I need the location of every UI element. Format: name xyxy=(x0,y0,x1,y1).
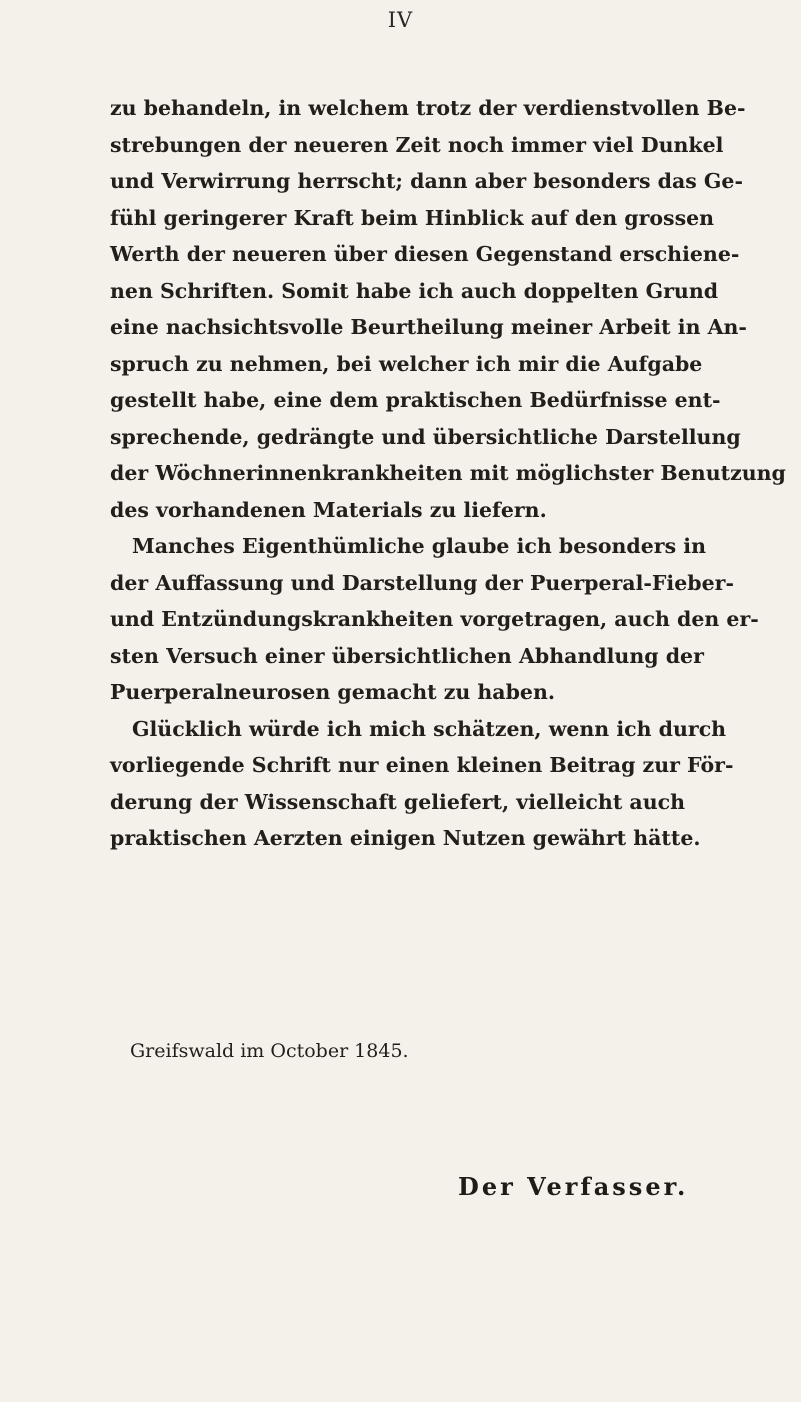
text-line: Glücklich würde ich mich schätzen, wenn ich durch xyxy=(132,716,727,741)
text-line: und Entzündungskrankheiten vorgetragen, auch den er- xyxy=(110,607,759,631)
text-line: derung der Wissenschaft geliefert, vielleicht auch xyxy=(110,789,686,814)
text-line: und Verwirrung herrscht; dann aber besonders das Ge- xyxy=(110,169,743,193)
text-line: sten Versuch einer übersichtlichen Abhandlung der xyxy=(110,643,704,668)
text-line: fühl geringerer Kraft beim Hinblick auf den grossen xyxy=(110,205,715,230)
body-text xyxy=(110,90,786,857)
text-line: sprechende, gedrängte und übersichtliche Darstellung xyxy=(110,424,741,449)
text-line: Puerperalneurosen gemacht zu haben. xyxy=(110,680,555,704)
place-date: Greifswald im October 1845. xyxy=(130,1040,409,1062)
text-line: Manches Eigenthümliche glaube ich besonders in xyxy=(132,534,706,558)
page-number: IV xyxy=(387,8,414,32)
text-line: spruch zu nehmen, bei welcher ich mir die Aufgabe xyxy=(110,351,703,376)
text-line: strebungen der neueren Zeit noch immer viel Dunkel xyxy=(110,132,724,157)
text-line: des vorhandenen Materials zu liefern. xyxy=(110,497,547,522)
text-line: nen Schriften. Somit habe ich auch doppelten Grund xyxy=(110,278,719,303)
text-line: Werth der neueren über diesen Gegenstand erschiene- xyxy=(110,242,740,266)
text-line: praktischen Aerzten einigen Nutzen gewährt hätte. xyxy=(110,826,701,850)
text-line: zu behandeln, in welchem trotz der verdienstvollen Be- xyxy=(110,96,746,120)
signature: Der Verfasser. xyxy=(458,1172,689,1201)
text-line: vorliegende Schrift nur einen kleinen Beitrag zur För- xyxy=(110,753,734,777)
text-line: der Auffassung und Darstellung der Puerperal-Fieber- xyxy=(110,570,734,595)
text-line: eine nachsichtsvolle Beurtheilung meiner Arbeit in An- xyxy=(110,315,747,339)
text-line: gestellt habe, eine dem praktischen Bedürfnisse ent- xyxy=(110,388,721,412)
text-line: der Wöchnerinnenkrankheiten mit möglichster Benutzung xyxy=(110,461,786,485)
